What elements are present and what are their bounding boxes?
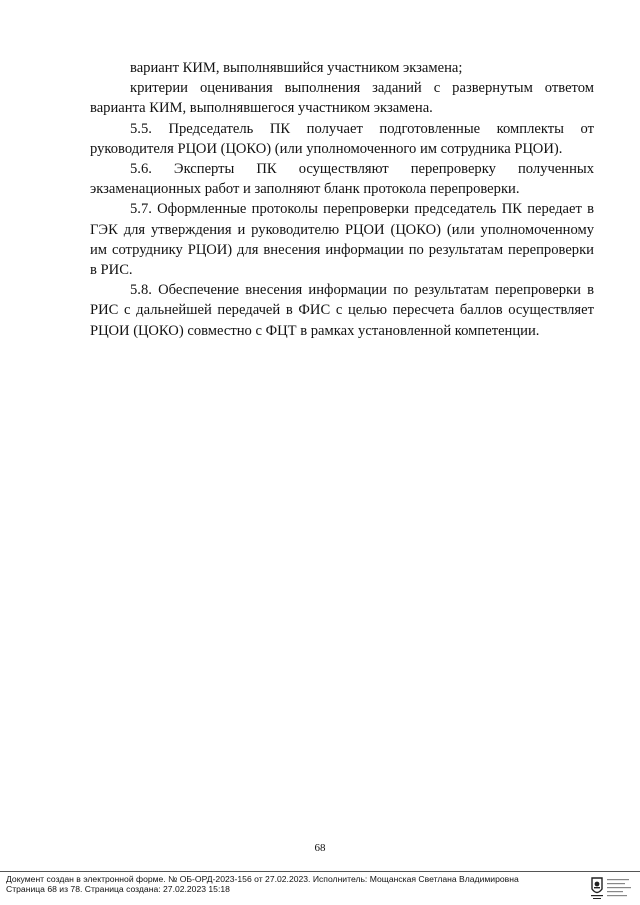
paragraph-5-7: 5.7. Оформленные протоколы перепроверки председатель ПК передает в ГЭК для утверждения и руководителю РЦОИ (ЦОКО) (или уполномоченному им сотруднику РЦОИ) для внесения информации по результатам перепроверки в РИС. bbox=[90, 201, 594, 279]
footer-divider bbox=[0, 871, 640, 872]
paragraph-5-6: 5.6. Эксперты ПК осуществляют перепроверку полученных экзаменационных работ и заполняют бланк протокола перепроверки. bbox=[90, 161, 594, 198]
paragraph-5-8: 5.8. Обеспечение внесения информации по результатам перепроверки в РИС с дальнейшей передачей в ФИС с целью пересчета баллов осуществляет РЦОИ (ЦОКО) совместно с ФЦТ в рамках установленной компетенции. bbox=[90, 282, 594, 339]
document-footer bbox=[6, 874, 519, 894]
paragraph-kim-variant: вариант КИМ, выполнявшийся участником экзамена; bbox=[130, 60, 463, 76]
paragraph-criteria: критерии оценивания выполнения заданий с развернутым ответом варианта КИМ, выполнявшегося участником экзамена. bbox=[90, 80, 594, 117]
page-number: 68 bbox=[314, 842, 326, 854]
footer-line-2: Страница 68 из 78. Страница создана: 27.02.2023 15:18 bbox=[6, 884, 230, 894]
coat-of-arms-stamp-icon bbox=[584, 874, 636, 902]
document-body bbox=[90, 58, 594, 341]
paragraph-5-5: 5.5. Председатель ПК получает подготовленные комплекты от руководителя РЦОИ (ЦОКО) (или уполномоченного им сотрудника РЦОИ). bbox=[90, 120, 594, 157]
footer-line-1: Документ создан в электронной форме. № ОБ-ОРД-2023-156 от 27.02.2023. Исполнитель: Мощанская Светлана Владимировна bbox=[6, 874, 519, 884]
